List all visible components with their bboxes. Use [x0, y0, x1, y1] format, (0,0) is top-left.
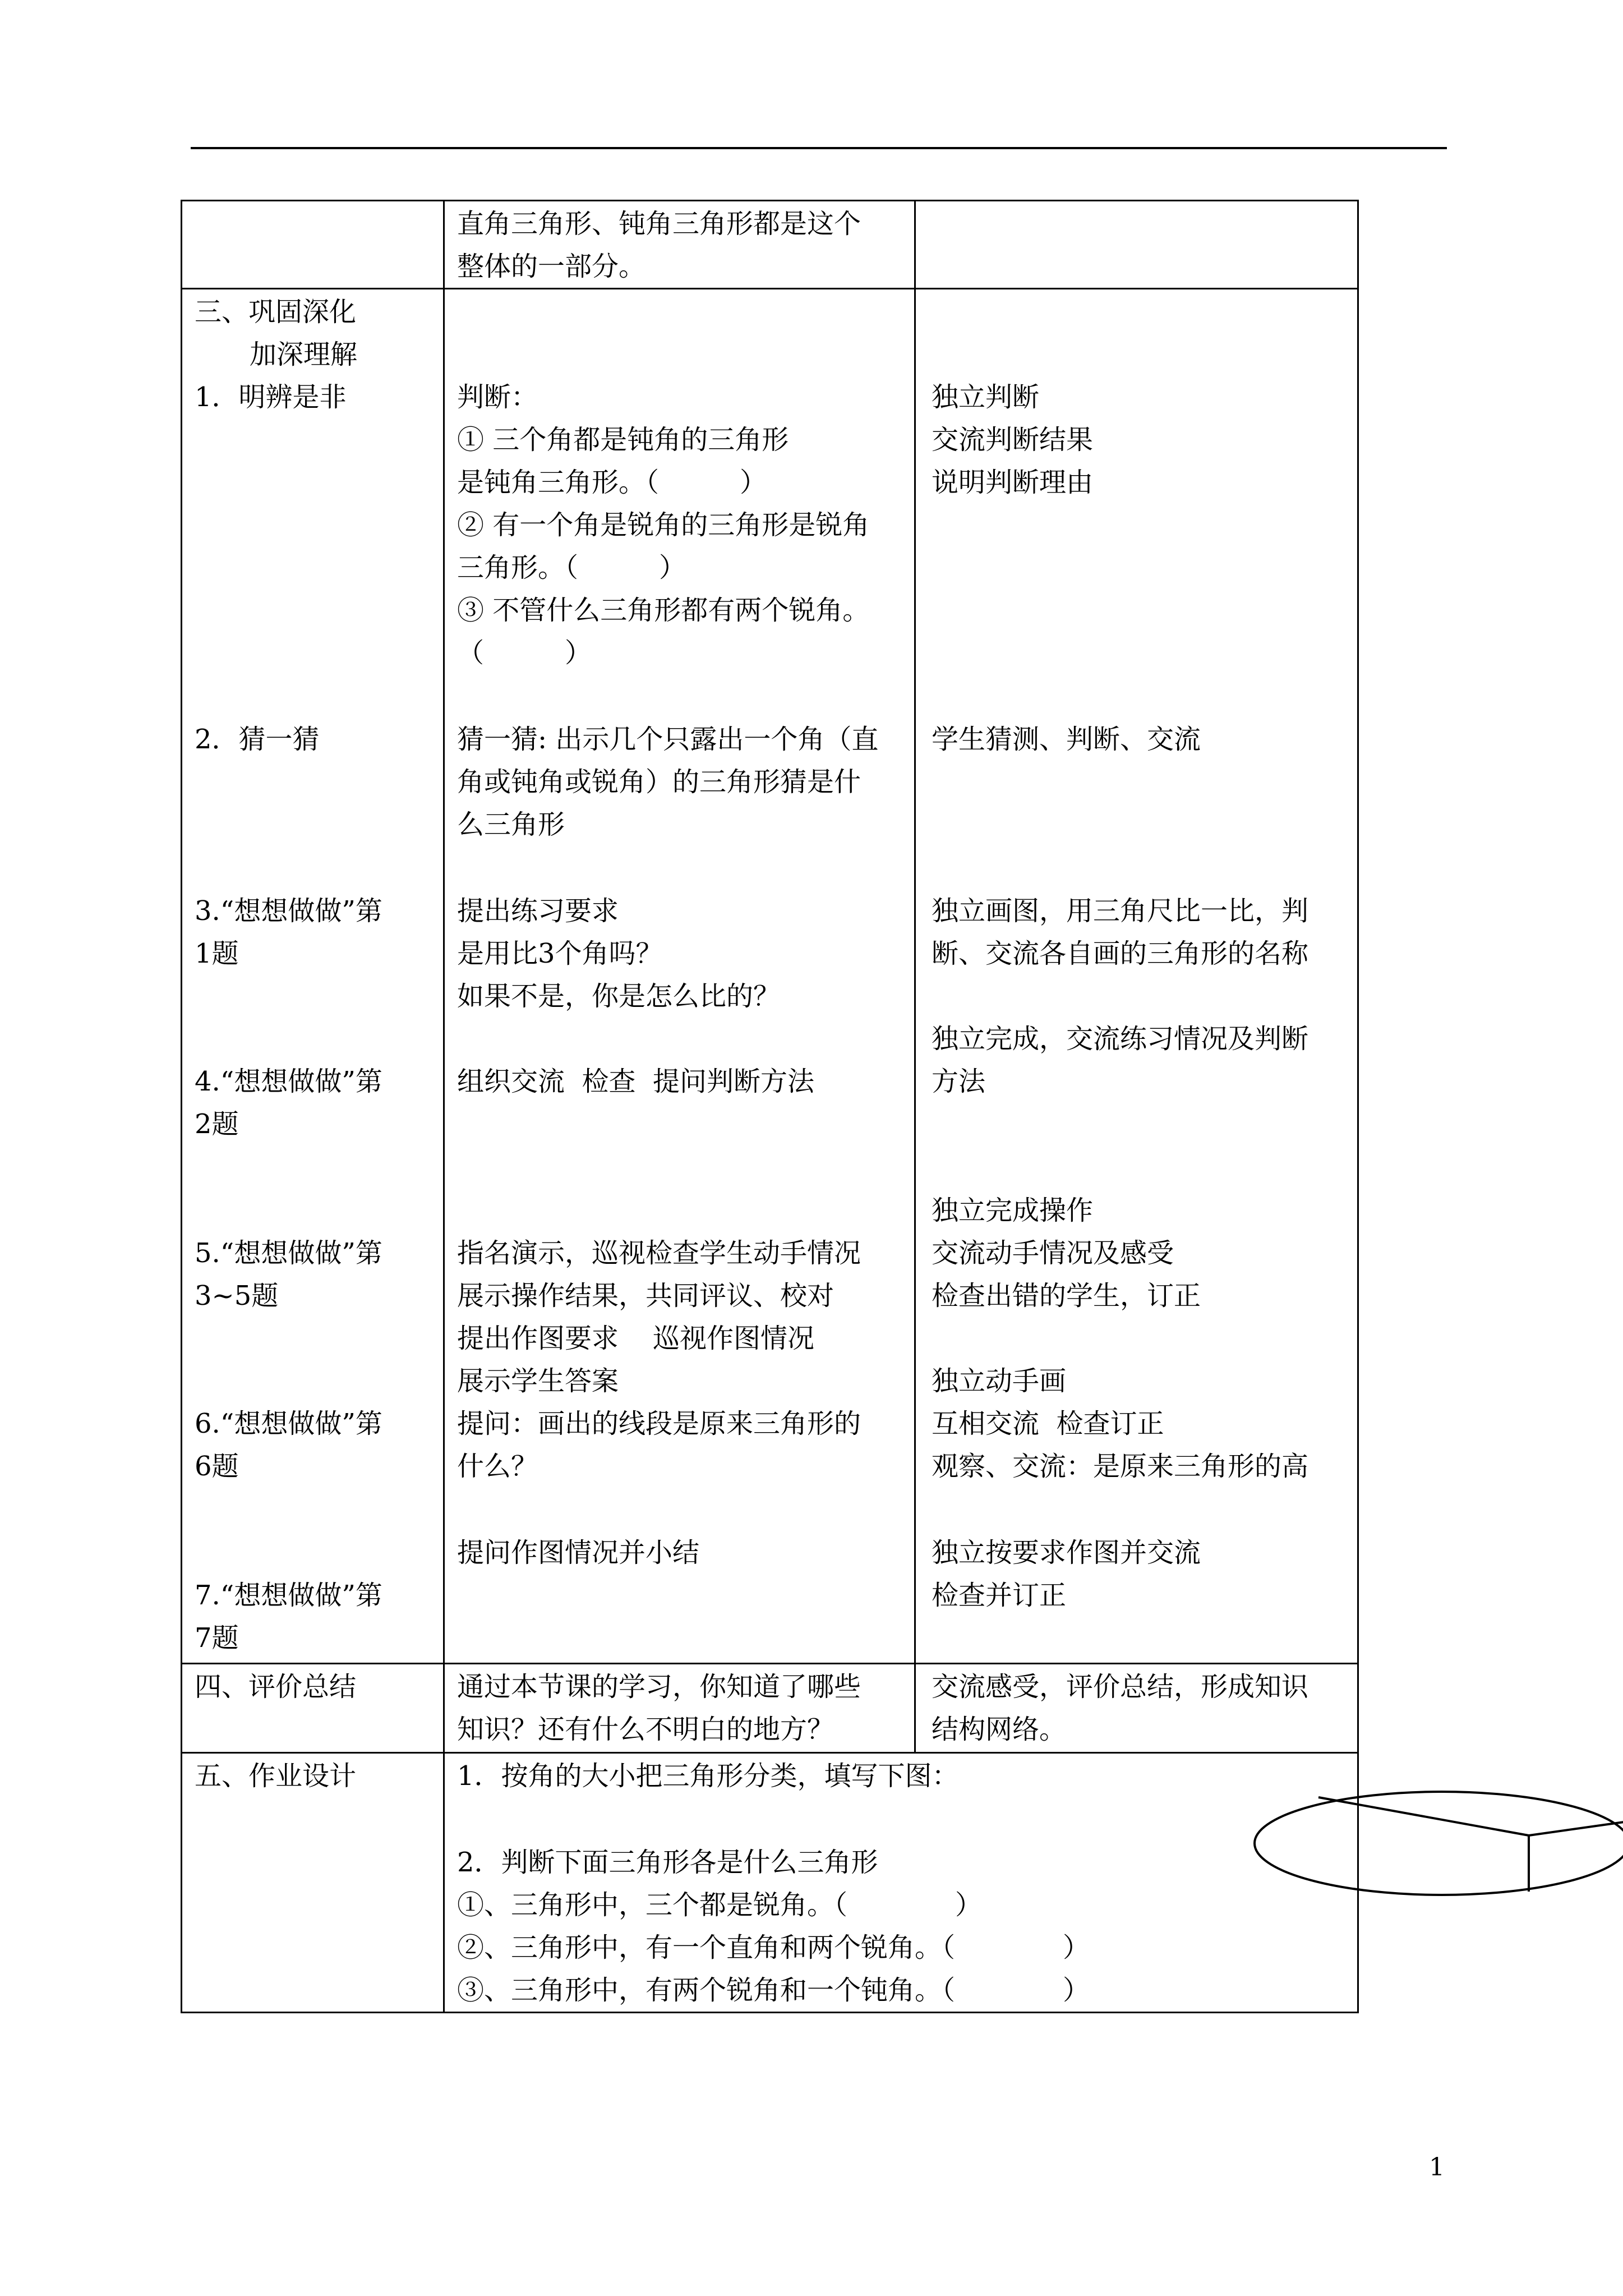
text-line: 展示学生答案 — [457, 1365, 619, 1397]
text-line: 猜一猜: 出示几个只露出一个角（直 — [457, 724, 879, 755]
text-line: 互相交流 检查订正 — [932, 1408, 1164, 1439]
text-line: 通过本节课的学习，你知道了哪些 — [457, 1671, 861, 1703]
text-line: ① 三个角都是钝角的三角形 — [457, 424, 789, 455]
text-line: 断、交流各自画的三角形的名称 — [932, 938, 1309, 969]
step-label: 1题 — [195, 938, 239, 969]
step-label: 3.“想想做做”第 — [195, 895, 382, 927]
step-label: 3~5题 — [195, 1280, 279, 1312]
text-line: 提问作图情况并小结 — [457, 1537, 700, 1568]
text-line: 三角形。（ ） — [457, 552, 686, 583]
table-row — [182, 201, 1358, 289]
text-line: 如果不是，你是怎么比的？ — [457, 981, 781, 1012]
row2-teacher-cell — [444, 1664, 915, 1753]
text-line: 角或钝角或锐角）的三角形猜是什 — [457, 766, 861, 798]
text-line: 独立判断 — [932, 381, 1040, 413]
text-line: 独立画图，用三角尺比一比，判 — [932, 895, 1309, 927]
text-line: 交流动手情况及感受 — [932, 1237, 1174, 1269]
step-label: 7.“想想做做”第 — [195, 1580, 382, 1611]
homework-item: ①、三角形中，三个都是锐角。（ ） — [457, 1889, 983, 1921]
text-line: 整体的一部分。 — [457, 251, 646, 282]
text-line: ② 有一个角是锐角的三角形是锐角 — [457, 509, 870, 541]
text-line: 说明判断理由 — [932, 467, 1094, 498]
text-line: 是用比3个角吗？ — [457, 938, 663, 969]
row2-stage-cell — [182, 1664, 444, 1753]
row1-teacher-cell — [444, 289, 915, 1664]
row0-teacher-cell — [444, 201, 915, 289]
homework-item: 1．按角的大小把三角形分类，填写下图： — [457, 1760, 959, 1792]
step-label: 6题 — [195, 1451, 239, 1482]
step-label: 5.“想想做做”第 — [195, 1237, 382, 1269]
text-line: （ ） — [457, 637, 592, 669]
text-line: 组织交流 检查 提问判断方法 — [457, 1066, 815, 1097]
text-line: 是钝角三角形。（ ） — [457, 467, 767, 498]
row0-student-cell — [915, 201, 1358, 289]
homework-item: ③、三角形中，有两个锐角和一个钝角。（ ） — [457, 1975, 1090, 2006]
header-rule — [191, 147, 1447, 149]
row2-student-cell — [915, 1664, 1358, 1753]
row1-stage-cell — [182, 289, 444, 1664]
text-line: 学生猜测、判断、交流 — [932, 724, 1201, 755]
text-line: 独立完成，交流练习情况及判断 — [932, 1023, 1309, 1055]
text-line: 方法 — [932, 1066, 986, 1097]
step-label: 1．明辨是非 — [195, 381, 347, 413]
text-line: 么三角形 — [457, 809, 565, 840]
text-line: 展示操作结果，共同评议、校对 — [457, 1280, 834, 1312]
text-line: 提出作图要求 巡视作图情况 — [457, 1323, 815, 1354]
table-row — [182, 289, 1358, 1664]
text-line: 判断： — [457, 381, 538, 413]
row3-homework-cell — [444, 1753, 1358, 2013]
text-line: 提问：画出的线段是原来三角形的 — [457, 1408, 861, 1439]
stage-title: 三、巩固深化 — [195, 296, 357, 328]
text-line: ③ 不管什么三角形都有两个锐角。 — [457, 595, 870, 626]
text-line: 观察、交流：是原来三角形的高 — [932, 1451, 1309, 1482]
stage-title: 四、评价总结 — [195, 1671, 357, 1703]
row1-student-cell — [915, 289, 1358, 1664]
text-line: 交流感受，评价总结，形成知识 — [932, 1671, 1309, 1703]
text-line: 交流判断结果 — [932, 424, 1094, 455]
step-label: 7题 — [195, 1622, 239, 1654]
step-label: 2题 — [195, 1108, 239, 1140]
row0-stage-cell — [182, 201, 444, 289]
stage-title: 五、作业设计 — [195, 1760, 357, 1792]
text-line: 直角三角形、钝角三角形都是这个 — [457, 208, 861, 240]
text-line: 提出练习要求 — [457, 895, 619, 927]
step-label: 4.“想想做做”第 — [195, 1066, 382, 1097]
step-label: 2．猜一猜 — [195, 724, 320, 755]
step-label: 6.“想想做做”第 — [195, 1408, 382, 1439]
row3-stage-cell — [182, 1753, 444, 2013]
table-row — [182, 1753, 1358, 2013]
text-line: 独立按要求作图并交流 — [932, 1537, 1201, 1568]
homework-item: 2．判断下面三角形各是什么三角形 — [457, 1847, 878, 1878]
page-number: 1 — [1429, 2153, 1445, 2182]
lesson-plan-table — [181, 200, 1359, 2013]
table-row — [182, 1664, 1358, 1753]
text-line: 检查并订正 — [932, 1580, 1067, 1611]
text-line: 结构网络。 — [932, 1714, 1067, 1745]
text-line: 独立完成操作 — [932, 1195, 1094, 1226]
text-line: 什么？ — [457, 1451, 538, 1482]
text-line: 知识？还有什么不明白的地方？ — [457, 1714, 834, 1745]
text-line: 检查出错的学生，订正 — [932, 1280, 1201, 1312]
homework-item: ②、三角形中，有一个直角和两个锐角。（ ） — [457, 1932, 1090, 1963]
text-line: 独立动手画 — [932, 1365, 1067, 1397]
stage-subtitle: 加深理解 — [250, 339, 358, 370]
text-line: 指名演示，巡视检查学生动手情况 — [457, 1237, 861, 1269]
classification-oval-diagram — [1251, 1786, 1623, 1898]
